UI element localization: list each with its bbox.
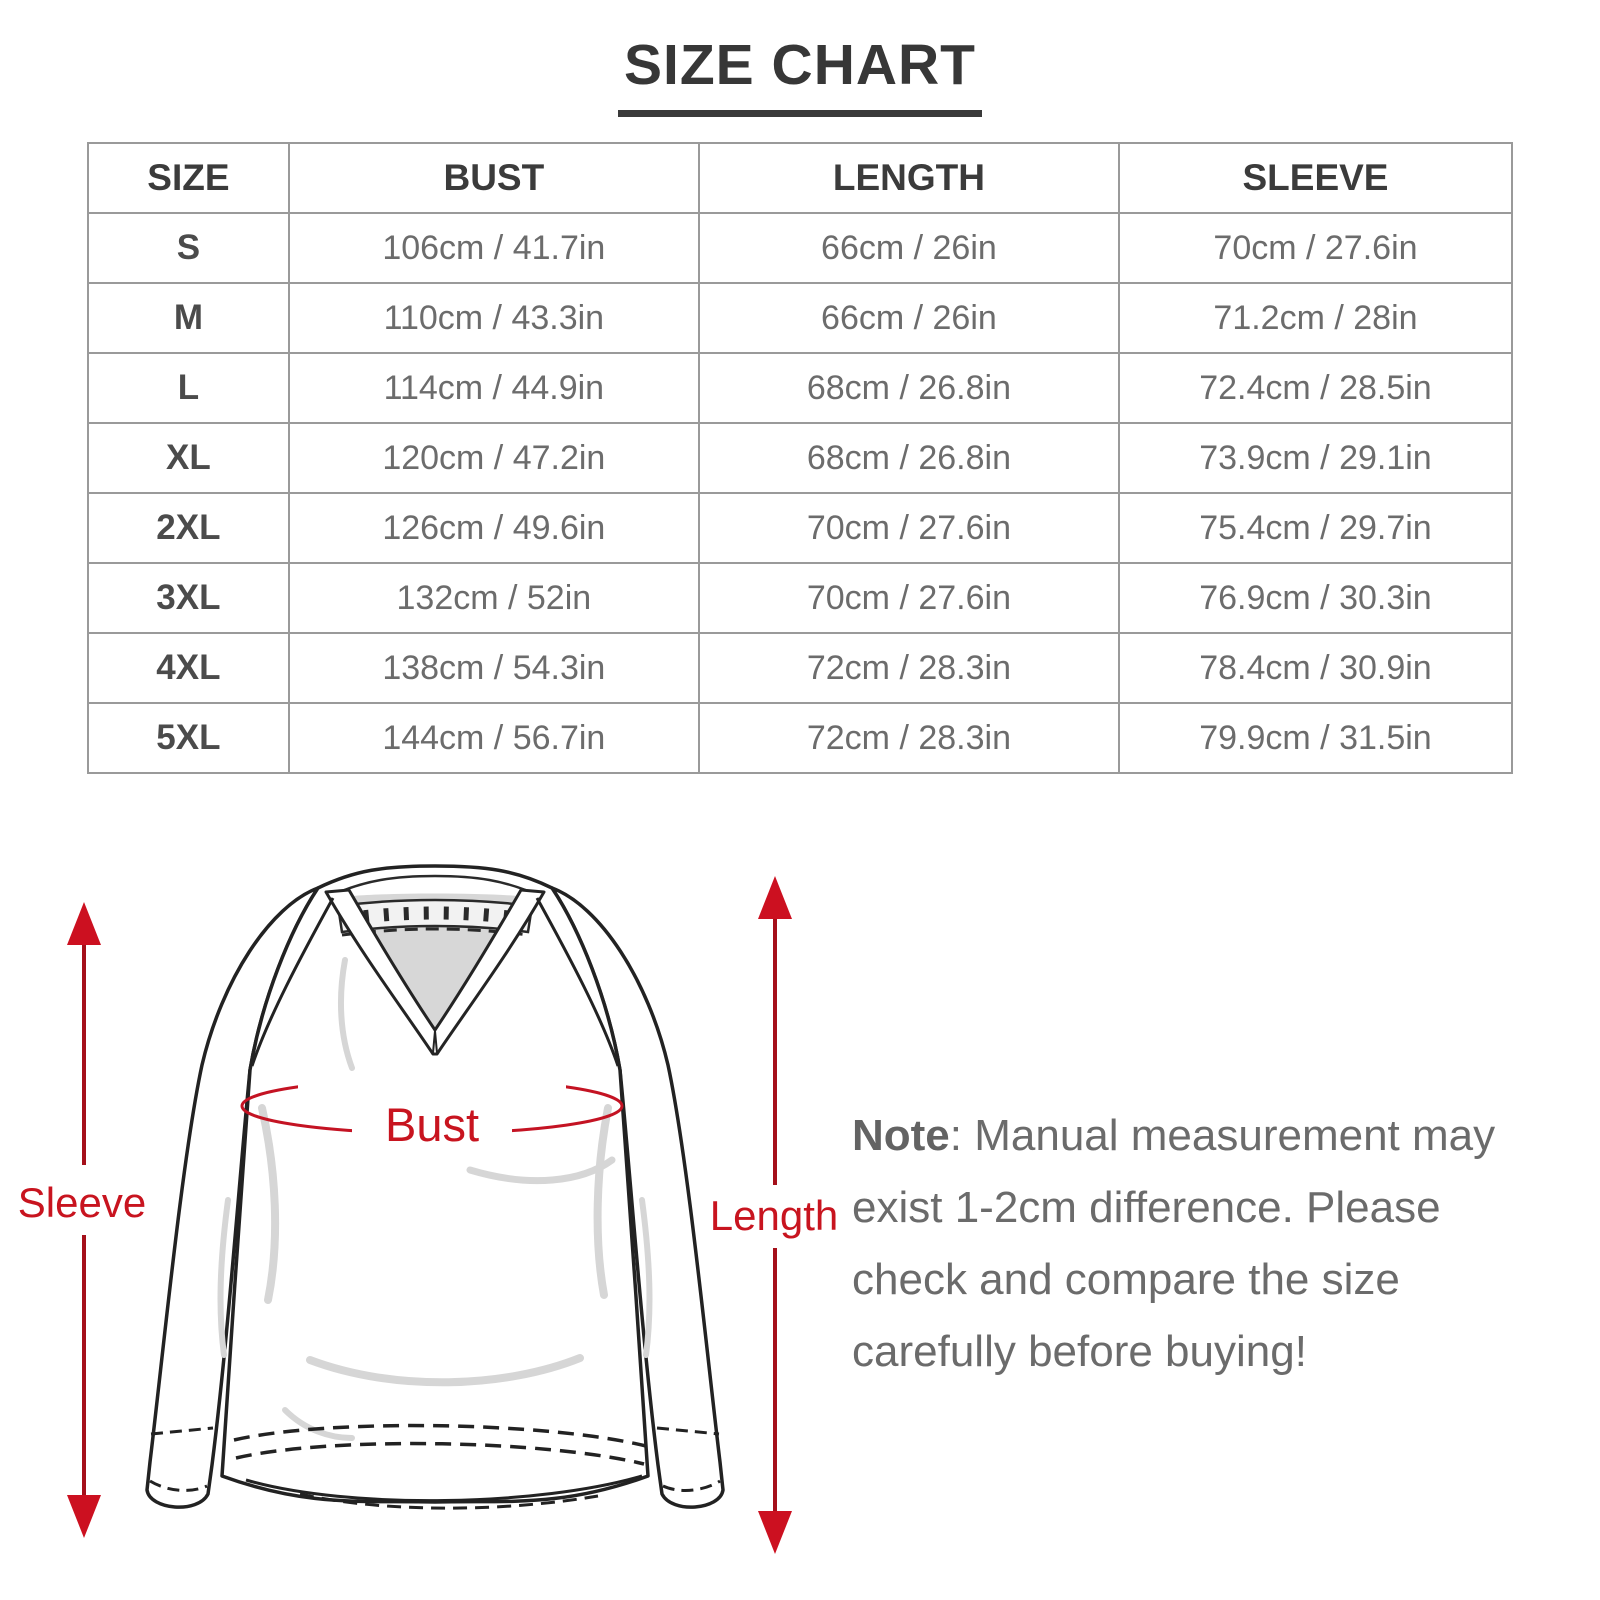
cell-sleeve: 75.4cm / 29.7in [1119, 493, 1512, 563]
title-wrap [0, 32, 1600, 117]
table-row [88, 633, 1512, 703]
cell-length: 66cm / 26in [699, 213, 1119, 283]
table-header-row [88, 143, 1512, 213]
cell-size: L [88, 353, 289, 423]
cell-length: 68cm / 26.8in [699, 353, 1119, 423]
table-row [88, 423, 1512, 493]
cell-sleeve: 78.4cm / 30.9in [1119, 633, 1512, 703]
cell-length: 72cm / 28.3in [699, 703, 1119, 773]
sleeve-arrow-icon [18, 902, 146, 1538]
note-body: : Manual measurement may exist 1-2cm difference. Please check and compare the size carefully before buying! [852, 1111, 1496, 1376]
shirt-illustration-icon [147, 866, 723, 1508]
column-header-size: SIZE [88, 143, 289, 213]
length-arrow-icon [710, 876, 838, 1554]
bust-label: Bust [384, 1098, 480, 1151]
cell-size: 2XL [88, 493, 289, 563]
cell-size: 5XL [88, 703, 289, 773]
column-header-length: LENGTH [699, 143, 1119, 213]
measurement-figure [0, 840, 850, 1600]
shirt-diagram-icon [0, 840, 850, 1600]
cell-length: 70cm / 27.6in [699, 493, 1119, 563]
cell-sleeve: 71.2cm / 28in [1119, 283, 1512, 353]
size-chart-table [87, 142, 1513, 774]
cell-sleeve: 70cm / 27.6in [1119, 213, 1512, 283]
column-header-sleeve: SLEEVE [1119, 143, 1512, 213]
page-title: SIZE CHART [618, 32, 982, 117]
cell-bust: 106cm / 41.7in [289, 213, 699, 283]
table-row [88, 563, 1512, 633]
note-text [852, 1100, 1524, 1388]
note-label: Note [852, 1111, 950, 1160]
cell-bust: 120cm / 47.2in [289, 423, 699, 493]
cell-bust: 126cm / 49.6in [289, 493, 699, 563]
table-row [88, 213, 1512, 283]
length-label: Length [709, 1192, 839, 1239]
table-row [88, 353, 1512, 423]
cell-bust: 132cm / 52in [289, 563, 699, 633]
cell-bust: 138cm / 54.3in [289, 633, 699, 703]
table-row [88, 493, 1512, 563]
table-row [88, 283, 1512, 353]
cell-size: S [88, 213, 289, 283]
cell-sleeve: 73.9cm / 29.1in [1119, 423, 1512, 493]
cell-length: 66cm / 26in [699, 283, 1119, 353]
cell-size: M [88, 283, 289, 353]
cell-length: 72cm / 28.3in [699, 633, 1119, 703]
cell-sleeve: 79.9cm / 31.5in [1119, 703, 1512, 773]
cell-bust: 110cm / 43.3in [289, 283, 699, 353]
cell-size: 4XL [88, 633, 289, 703]
cell-length: 68cm / 26.8in [699, 423, 1119, 493]
sleeve-label: Sleeve [17, 1179, 147, 1226]
cell-size: 3XL [88, 563, 289, 633]
cell-bust: 114cm / 44.9in [289, 353, 699, 423]
cell-size: XL [88, 423, 289, 493]
table-row [88, 703, 1512, 773]
column-header-bust: BUST [289, 143, 699, 213]
cell-sleeve: 76.9cm / 30.3in [1119, 563, 1512, 633]
cell-sleeve: 72.4cm / 28.5in [1119, 353, 1512, 423]
cell-bust: 144cm / 56.7in [289, 703, 699, 773]
cell-length: 70cm / 27.6in [699, 563, 1119, 633]
